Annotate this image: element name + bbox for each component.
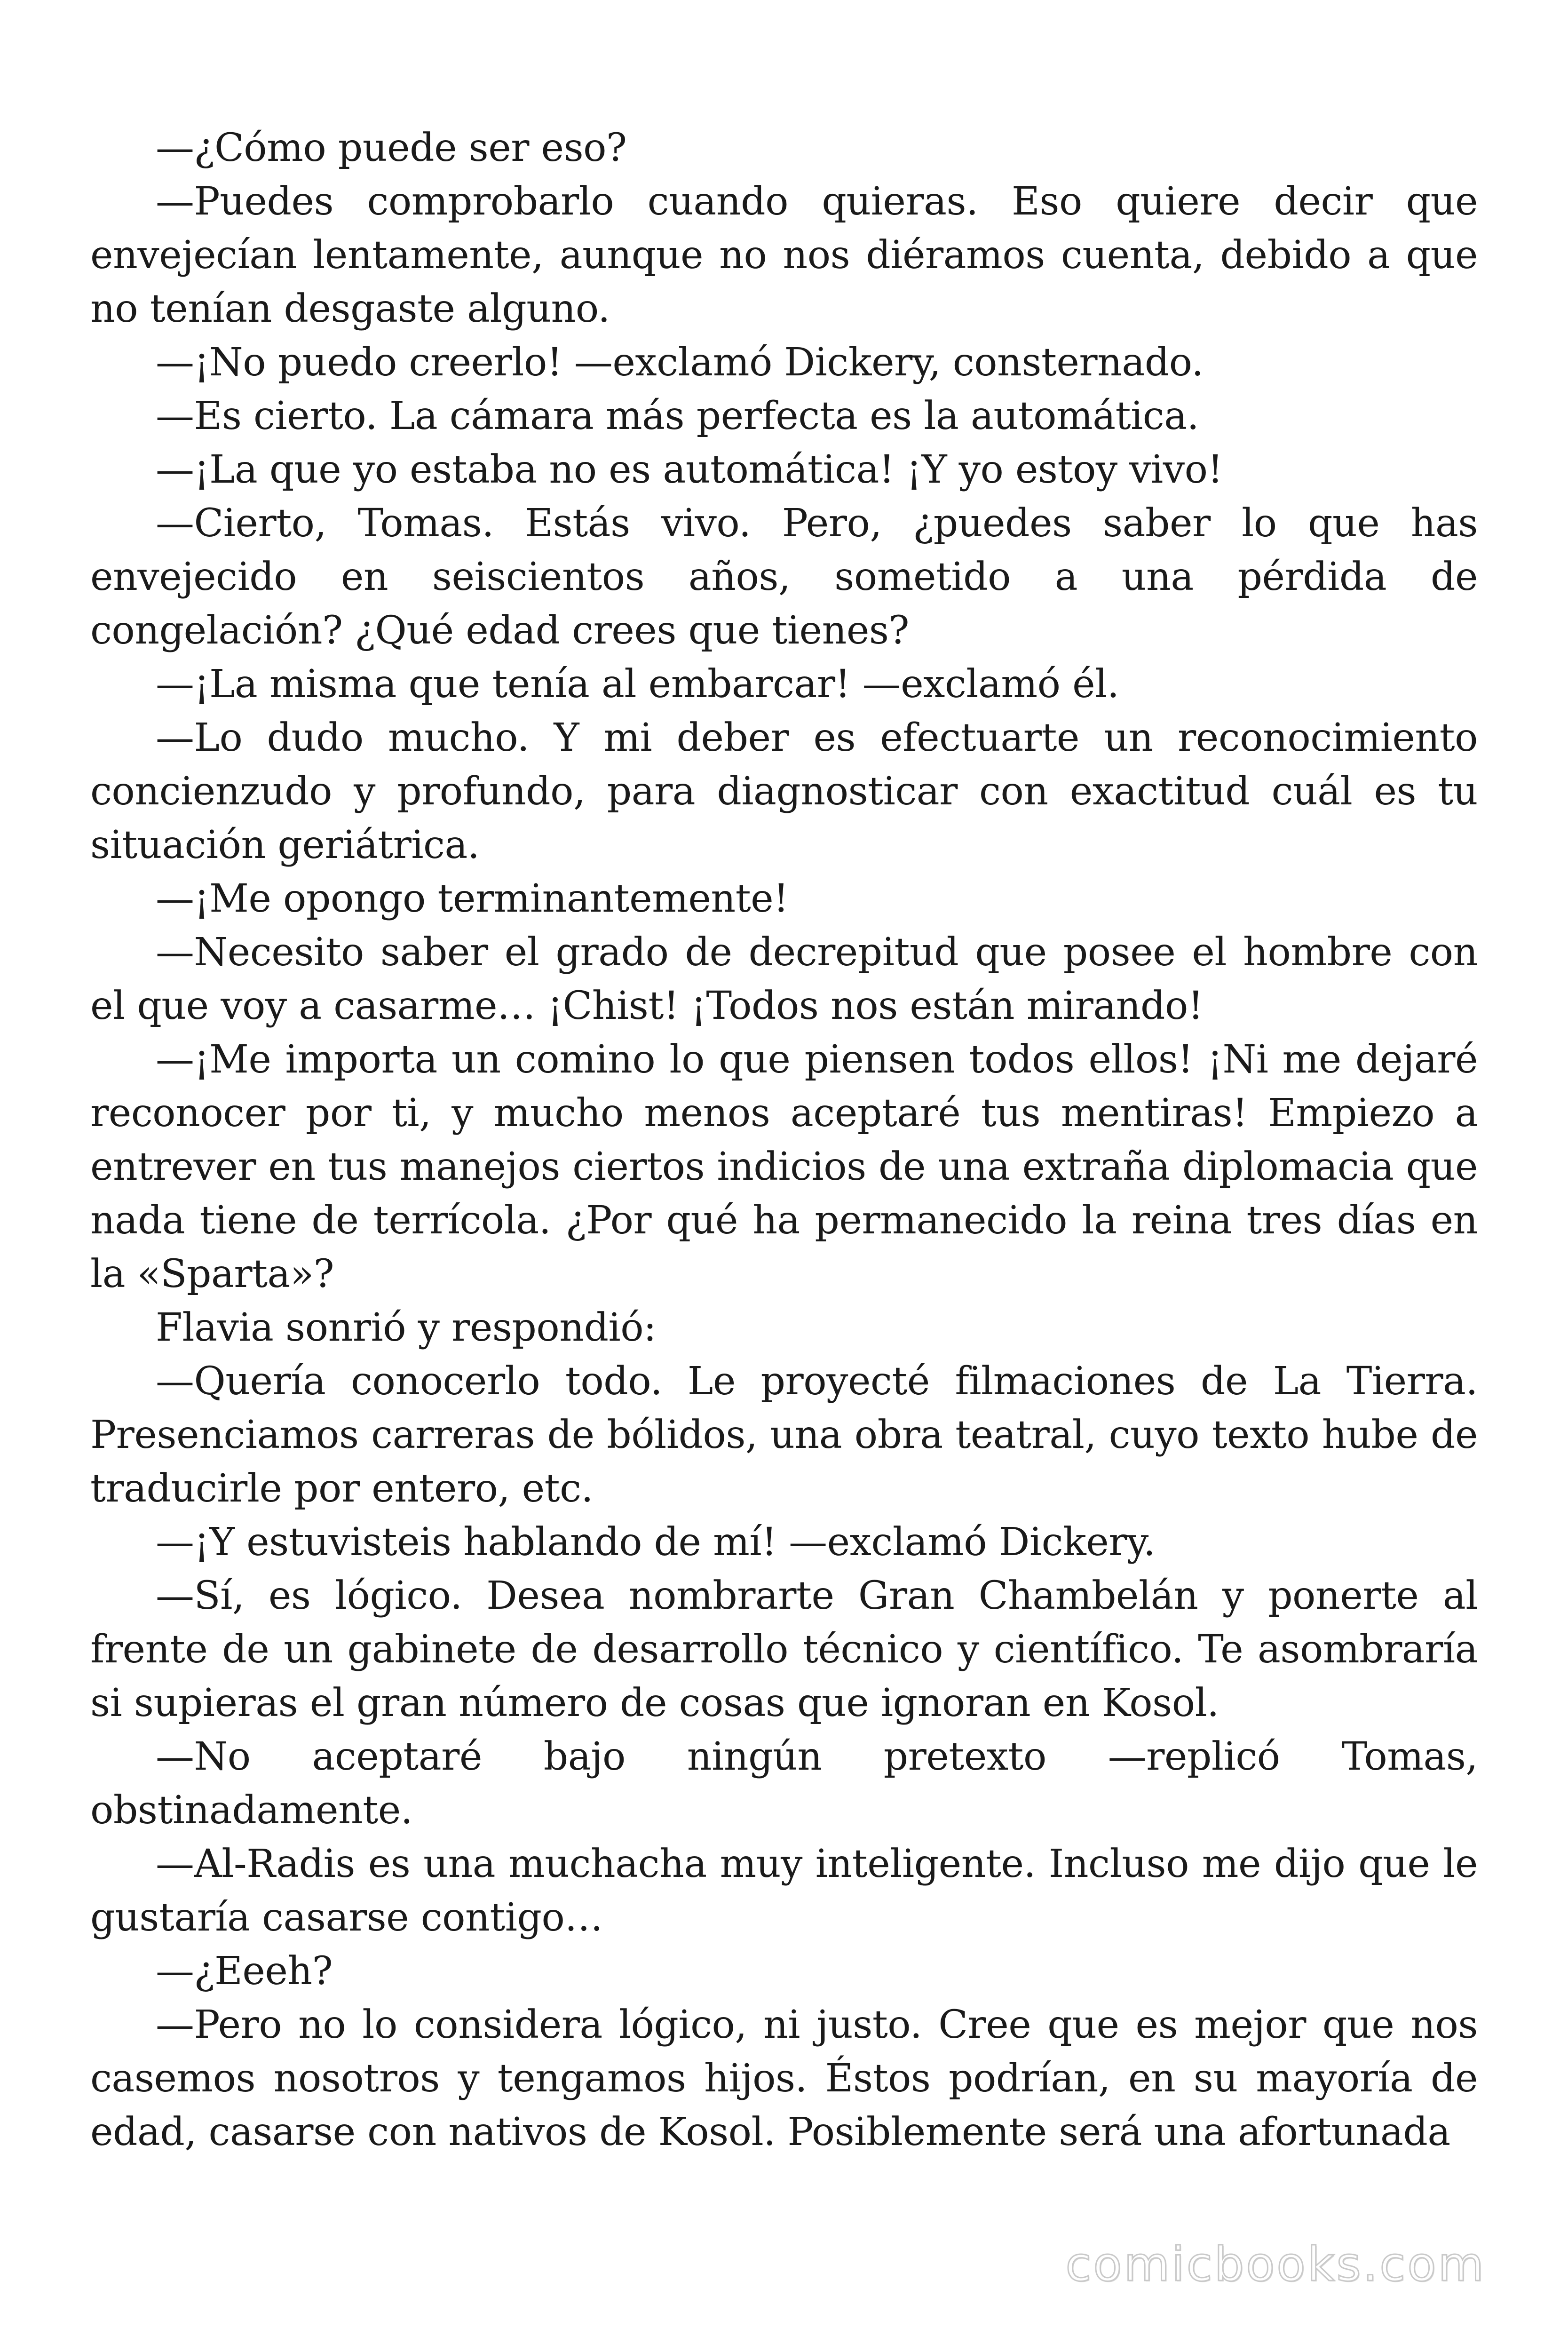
paragraph: —No aceptaré bajo ningún pretexto —replicó Tomas, obstinadamente.: [90, 1734, 1478, 1833]
paragraph: —Es cierto. La cámara más perfecta es la automática.: [156, 394, 1199, 438]
paragraph: —Lo dudo mucho. Y mi deber es efectuarte un reconocimiento concienzudo y profundo, para diagnosticar con exactitud cuál es tu situación geriátrica.: [90, 715, 1478, 867]
paragraph: —¡Y estuvisteis hablando de mí! —exclamó Dickery.: [156, 1520, 1156, 1565]
paragraph: —Quería conocerlo todo. Le proyecté filmaciones de La Tierra. Presenciamos carreras de bólidos, una obra teatral, cuyo texto hube de traducirle por entero, etc.: [90, 1359, 1478, 1511]
paragraph: —Necesito saber el grado de decrepitud que posee el hombre con el que voy a casarme… ¡Chist! ¡Todos nos están mirando!: [90, 930, 1478, 1028]
paragraph: —¡Me importa un comino lo que piensen todos ellos! ¡Ni me dejaré reconocer por ti, y mucho menos aceptaré tus mentiras! Empiezo a entrever en tus manejos ciertos indicios de una extraña diplomacia que nada tiene de terrícola. ¿Por qué ha permanecido la reina tres días en la «Sparta»?: [90, 1037, 1478, 1296]
paragraph: —¡Me opongo terminantemente!: [156, 876, 789, 921]
paragraph: Flavia sonrió y respondió:: [156, 1305, 657, 1350]
paragraph: —Al-Radis es una muchacha muy inteligente. Incluso me dijo que le gustaría casarse contigo…: [90, 1842, 1478, 1940]
paragraph: —¡La misma que tenía al embarcar! —exclamó él.: [156, 662, 1119, 707]
paragraph: —¡No puedo creerlo! —exclamó Dickery, consternado.: [156, 340, 1204, 385]
book-page: [90, 121, 1478, 2159]
paragraph: —Cierto, Tomas. Estás vivo. Pero, ¿puedes saber lo que has envejecido en seiscientos años, sometido a una pérdida de congelación? ¿Qué edad crees que tienes?: [90, 501, 1478, 653]
paragraph: —Puedes comprobarlo cuando quieras. Eso quiere decir que envejecían lentamente, aunque no nos diéramos cuenta, debido a que no tenían desgaste alguno.: [90, 179, 1478, 331]
watermark: comicbooks.com: [1065, 2237, 1486, 2292]
paragraph: —¡La que yo estaba no es automática! ¡Y yo estoy vivo!: [156, 447, 1223, 492]
paragraph: —Pero no lo considera lógico, ni justo. Cree que es mejor que nos casemos nosotros y tengamos hijos. Éstos podrían, en su mayoría de edad, casarse con nativos de Kosol. Posiblemente será una afortunada: [90, 2002, 1478, 2154]
paragraph: —¿Eeeh?: [156, 1949, 333, 1994]
paragraph: —Sí, es lógico. Desea nombrarte Gran Chambelán y ponerte al frente de un gabinete de desarrollo técnico y científico. Te asombraría si supieras el gran número de cosas que ignoran en Kosol.: [90, 1573, 1478, 1725]
paragraph: —¿Cómo puede ser eso?: [156, 126, 627, 170]
